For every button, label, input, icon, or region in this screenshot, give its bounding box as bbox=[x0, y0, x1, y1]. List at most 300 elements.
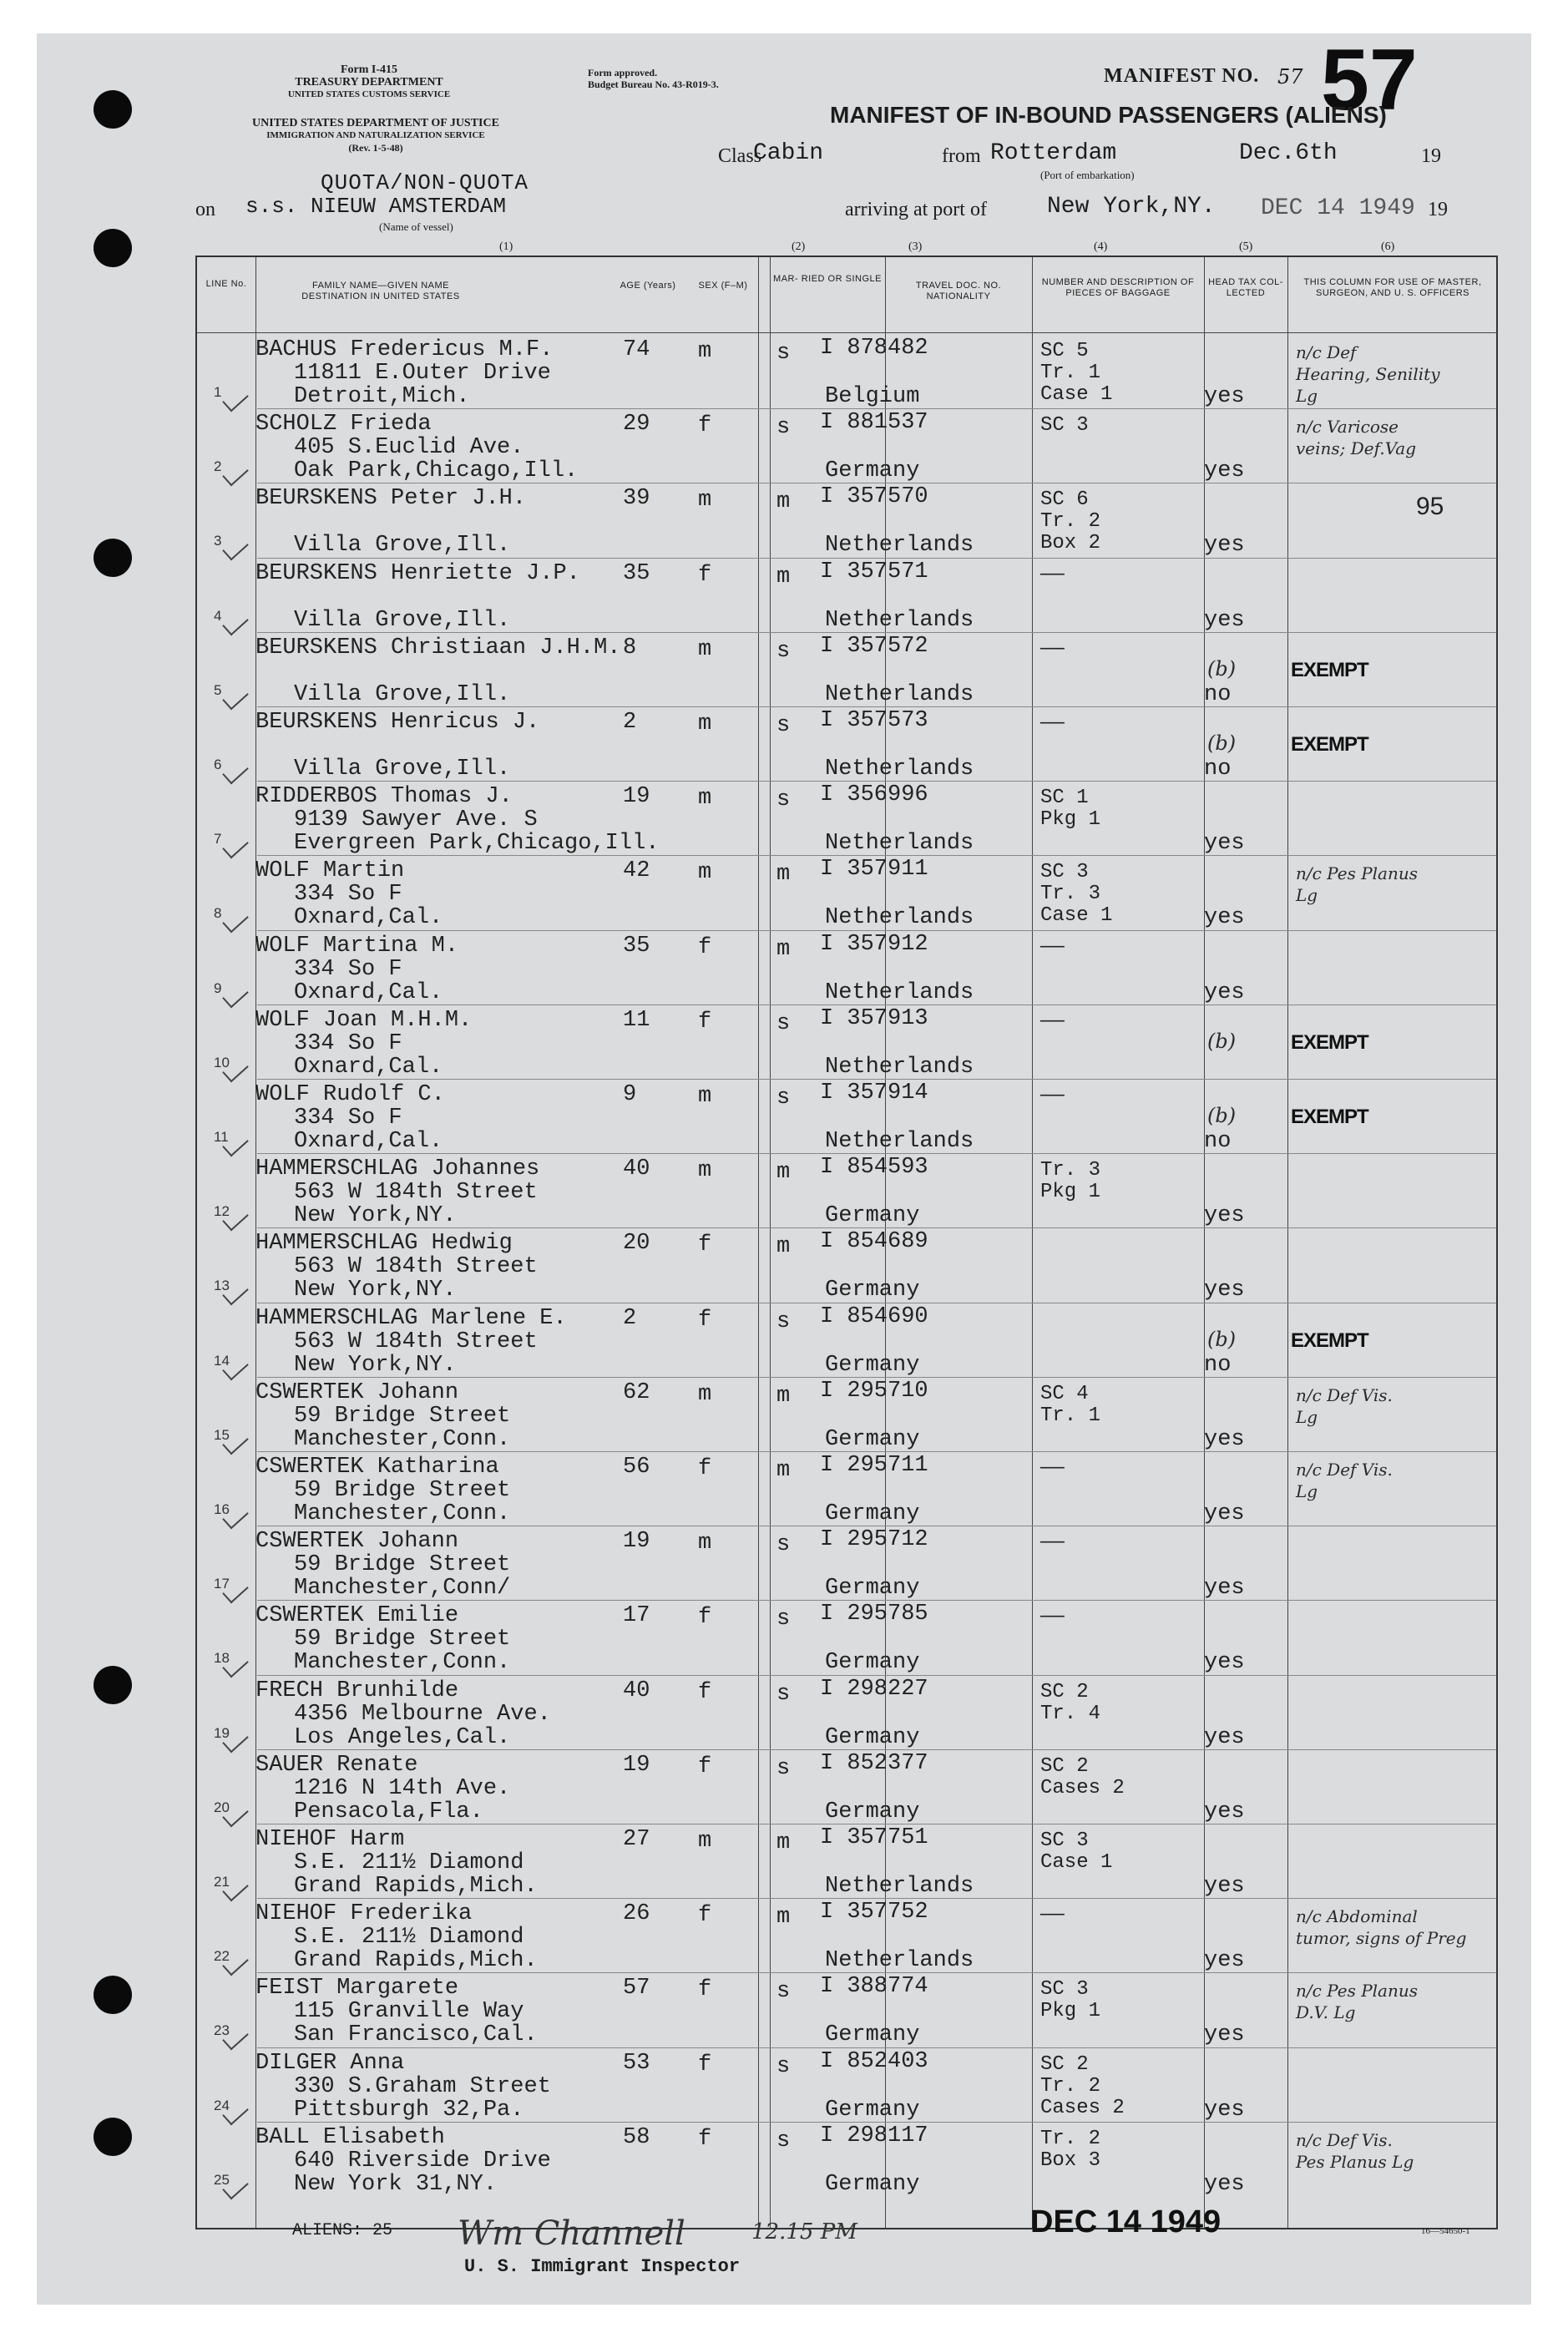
passenger-address: 11811 E.Outer Drive bbox=[294, 361, 551, 386]
check-mark bbox=[222, 610, 249, 635]
passenger-address: S.E. 211½ Diamond bbox=[294, 1925, 524, 1951]
hdr-family-name: FAMILY NAME—GIVEN NAME bbox=[311, 281, 449, 291]
head-tax: yes bbox=[1204, 384, 1245, 409]
nationality: Netherlands bbox=[825, 533, 974, 559]
arrival-port: New York,NY. bbox=[1047, 194, 1216, 220]
form-code: 16—54650-1 bbox=[1421, 2226, 1470, 2236]
line-number: 13 bbox=[214, 1278, 230, 1294]
passenger-sex: m bbox=[698, 1381, 712, 1407]
baggage-item: Pkg 1 bbox=[1040, 808, 1101, 832]
row-divider bbox=[257, 2047, 1496, 2048]
passenger-age: 39 bbox=[623, 486, 650, 512]
year-prefix: 19 bbox=[1421, 145, 1441, 167]
passenger-address: Evergreen Park,Chicago,Ill. bbox=[294, 831, 660, 857]
row-divider bbox=[257, 1972, 1496, 1973]
line-number: 23 bbox=[214, 2022, 230, 2039]
row-divider bbox=[257, 408, 1496, 409]
check-mark bbox=[222, 535, 249, 561]
baggage-item: —— bbox=[1040, 1904, 1065, 1927]
passenger-name: CSWERTEK Katharina bbox=[255, 1455, 499, 1480]
baggage-item: Pkg 1 bbox=[1040, 1181, 1101, 1204]
passenger-address: 9139 Sawyer Ave. S bbox=[294, 807, 538, 833]
officer-note: Lg bbox=[1296, 1406, 1318, 1427]
passenger-address: 59 Bridge Street bbox=[294, 1627, 511, 1652]
nationality: Netherlands bbox=[825, 1874, 974, 1899]
passenger-sex: m bbox=[698, 860, 712, 886]
passenger-age: 56 bbox=[623, 1455, 650, 1480]
check-mark bbox=[222, 759, 249, 785]
baggage-item: Box 2 bbox=[1040, 532, 1101, 555]
passenger-address: 563 W 184th Street bbox=[294, 1254, 538, 1280]
exempt-stamp: EXEMPT bbox=[1291, 658, 1368, 681]
passenger-sex: f bbox=[698, 1903, 712, 1929]
hdr-head-tax: HEAD TAX COL- LECTED bbox=[1208, 277, 1283, 298]
hdr-baggage: NUMBER AND DESCRIPTION OF PIECES OF BAGGAGE bbox=[1041, 277, 1195, 298]
passenger-name: CSWERTEK Johann bbox=[255, 1529, 459, 1555]
line-number: 21 bbox=[214, 1874, 230, 1890]
hdr-travel-doc-no: TRAVEL DOC. NO. bbox=[915, 281, 1002, 291]
marital-status: m bbox=[776, 489, 791, 515]
punch-hole bbox=[94, 539, 132, 577]
passenger-age: 40 bbox=[623, 1156, 650, 1182]
baggage-item: —— bbox=[1040, 1457, 1065, 1480]
passenger-address: New York 31,NY. bbox=[294, 2171, 498, 2197]
nationality: Germany bbox=[825, 1799, 920, 1824]
officer-number: 95 bbox=[1416, 493, 1444, 521]
nationality: Germany bbox=[825, 1426, 920, 1452]
quota-label: QUOTA/NON-QUOTA bbox=[321, 170, 529, 195]
col-num-2: (2) bbox=[792, 240, 806, 253]
manifest-table bbox=[195, 256, 1498, 2229]
head-tax: yes bbox=[1204, 1203, 1245, 1229]
passenger-address: 115 Granville Way bbox=[294, 1999, 524, 2025]
travel-doc-no: I 854689 bbox=[820, 1229, 928, 1255]
passenger-age: 19 bbox=[623, 1752, 650, 1778]
passenger-address: 640 Riverside Drive bbox=[294, 2148, 551, 2174]
passenger-name: BEURSKENS Peter J.H. bbox=[255, 486, 527, 512]
travel-doc-no: I 357914 bbox=[820, 1080, 928, 1106]
row-divider bbox=[257, 632, 1496, 633]
row-divider bbox=[257, 1600, 1496, 1601]
inspector-signature: Wm Channell bbox=[458, 2214, 685, 2253]
justice-dept: UNITED STATES DEPARTMENT OF JUSTICE bbox=[252, 117, 499, 129]
passenger-sex: f bbox=[698, 1232, 712, 1258]
passenger-sex: f bbox=[698, 2126, 712, 2152]
passenger-age: 26 bbox=[623, 1901, 650, 1927]
line-number: 5 bbox=[214, 681, 222, 698]
passenger-age: 11 bbox=[623, 1007, 650, 1033]
nationality: Netherlands bbox=[825, 831, 974, 857]
nationality: Germany bbox=[825, 458, 920, 484]
travel-doc-no: I 357911 bbox=[820, 857, 928, 883]
exempt-stamp: EXEMPT bbox=[1291, 733, 1368, 756]
baggage-item: Cases 2 bbox=[1040, 2096, 1125, 2119]
head-tax: yes bbox=[1204, 1501, 1245, 1526]
passenger-address: 59 Bridge Street bbox=[294, 1403, 511, 1429]
ins-service: IMMIGRATION AND NATURALIZATION SERVICE bbox=[266, 130, 485, 140]
line-number: 10 bbox=[214, 1054, 230, 1070]
row-divider bbox=[257, 558, 1496, 559]
head-tax: yes bbox=[1204, 1426, 1245, 1452]
officer-note: n/c Def Vis. bbox=[1296, 2129, 1393, 2150]
row-divider bbox=[257, 706, 1496, 707]
head-tax-mark: (b) bbox=[1207, 1029, 1237, 1053]
travel-doc-no: I 357751 bbox=[820, 1825, 928, 1850]
aliens-count: ALIENS: 25 bbox=[292, 2221, 393, 2240]
passenger-address: Manchester,Conn/ bbox=[294, 1576, 511, 1602]
line-number: 4 bbox=[214, 607, 222, 624]
head-tax: yes bbox=[1204, 2097, 1245, 2123]
nationality: Germany bbox=[825, 1501, 920, 1526]
marital-status: s bbox=[776, 1607, 791, 1632]
passenger-address: Oxnard,Cal. bbox=[294, 905, 443, 931]
nationality: Netherlands bbox=[825, 1129, 974, 1154]
passenger-address: Manchester,Conn. bbox=[294, 1501, 511, 1526]
travel-doc-no: I 295711 bbox=[820, 1453, 928, 1478]
manifest-no-label: MANIFEST NO. bbox=[1104, 65, 1260, 87]
officer-note: veins; Def.Vag bbox=[1296, 438, 1417, 459]
exempt-stamp: EXEMPT bbox=[1291, 1030, 1368, 1054]
check-mark bbox=[222, 908, 249, 934]
officer-note: tumor, signs of Preg bbox=[1296, 1928, 1467, 1949]
passenger-sex: f bbox=[698, 1679, 712, 1705]
passenger-age: 9 bbox=[623, 1082, 637, 1107]
form-number: Form I-415 bbox=[340, 63, 398, 76]
vessel-name: s.s. NIEUW AMSTERDAM bbox=[245, 194, 507, 219]
row-divider bbox=[257, 1749, 1496, 1750]
passenger-address: Detroit,Mich. bbox=[294, 384, 470, 409]
line-number: 24 bbox=[214, 2097, 230, 2113]
marital-status: s bbox=[776, 1532, 791, 1558]
passenger-address: 563 W 184th Street bbox=[294, 1328, 538, 1354]
nationality: Netherlands bbox=[825, 1054, 974, 1080]
marital-status: m bbox=[776, 936, 791, 962]
head-tax: no bbox=[1204, 681, 1232, 707]
marital-status: m bbox=[776, 862, 791, 888]
nationality: Germany bbox=[825, 1203, 920, 1229]
head-tax: yes bbox=[1204, 2171, 1245, 2197]
travel-doc-no: I 357752 bbox=[820, 1900, 928, 1926]
check-mark bbox=[222, 387, 249, 412]
passenger-sex: f bbox=[698, 1456, 712, 1481]
line-number: 16 bbox=[214, 1501, 230, 1517]
passenger-name: CSWERTEK Johann bbox=[255, 1379, 459, 1405]
col-num-4: (4) bbox=[1094, 240, 1108, 253]
passenger-sex: f bbox=[698, 1977, 712, 2003]
passenger-address: 563 W 184th Street bbox=[294, 1180, 538, 1206]
passenger-address: Oxnard,Cal. bbox=[294, 1129, 443, 1154]
baggage-item: Tr. 3 bbox=[1040, 1159, 1101, 1182]
passenger-address: New York,NY. bbox=[294, 1352, 457, 1378]
passenger-sex: m bbox=[698, 1829, 712, 1854]
baggage-item: SC 1 bbox=[1040, 787, 1089, 810]
punch-hole bbox=[94, 1666, 132, 1704]
passenger-address: Pensacola,Fla. bbox=[294, 1799, 483, 1824]
marital-status: s bbox=[776, 713, 791, 738]
col-num-5: (5) bbox=[1239, 240, 1253, 253]
baggage-item: Case 1 bbox=[1040, 904, 1113, 928]
passenger-address: Manchester,Conn. bbox=[294, 1426, 511, 1452]
officer-note: Lg bbox=[1296, 386, 1318, 406]
baggage-item: —— bbox=[1040, 637, 1065, 660]
passenger-sex: m bbox=[698, 636, 712, 662]
year-prefix-2: 19 bbox=[1428, 199, 1448, 220]
marital-status: s bbox=[776, 1010, 791, 1036]
officer-note: n/c Abdominal bbox=[1296, 1906, 1418, 1927]
passenger-sex: f bbox=[698, 1307, 712, 1333]
travel-doc-no: I 357570 bbox=[820, 484, 928, 510]
passenger-age: 19 bbox=[623, 784, 650, 810]
exempt-stamp: EXEMPT bbox=[1291, 1106, 1368, 1128]
nationality: Netherlands bbox=[825, 1948, 974, 1974]
budget-bureau: Budget Bureau No. 43-R019-3. bbox=[588, 78, 719, 90]
hdr-travel-doc bbox=[885, 281, 1032, 302]
marital-status: m bbox=[776, 1905, 791, 1931]
officer-note: n/c Def Vis. bbox=[1296, 1384, 1393, 1405]
marital-status: m bbox=[776, 1160, 791, 1186]
passenger-age: 40 bbox=[623, 1678, 650, 1703]
baggage-item: —— bbox=[1040, 1606, 1065, 1629]
arriving-label: arriving at port of bbox=[845, 199, 987, 220]
treasury-dept: TREASURY DEPARTMENT bbox=[295, 76, 443, 89]
passenger-address: Los Angeles,Cal. bbox=[294, 1724, 511, 1750]
line-number: 2 bbox=[214, 458, 222, 475]
head-tax: yes bbox=[1204, 533, 1245, 559]
head-tax: no bbox=[1204, 1129, 1232, 1154]
line-number: 14 bbox=[214, 1352, 230, 1369]
passenger-address: 334 So F bbox=[294, 956, 402, 982]
nationality: Netherlands bbox=[825, 905, 974, 931]
baggage-item: —— bbox=[1040, 1531, 1065, 1555]
passenger-sex: f bbox=[698, 1605, 712, 1631]
nationality: Germany bbox=[825, 2171, 920, 2197]
head-tax: yes bbox=[1204, 458, 1245, 484]
head-tax: no bbox=[1204, 757, 1232, 782]
passenger-address: Villa Grove,Ill. bbox=[294, 533, 511, 559]
passenger-address: San Francisco,Cal. bbox=[294, 2022, 538, 2048]
marital-status: s bbox=[776, 415, 791, 441]
passenger-address: 4356 Melbourne Ave. bbox=[294, 1701, 551, 1727]
hdr-nationality: NATIONALITY bbox=[926, 291, 991, 301]
nationality: Germany bbox=[825, 1576, 920, 1602]
hdr-officers: THIS COLUMN FOR USE OF MASTER, SURGEON, AND U. S. OFFICERS bbox=[1303, 277, 1482, 298]
passenger-address: 330 S.Graham Street bbox=[294, 2073, 551, 2099]
officer-note: n/c Pes Planus bbox=[1296, 1981, 1418, 2002]
passenger-address: Manchester,Conn. bbox=[294, 1650, 511, 1676]
passenger-name: BEURSKENS Henriette J.P. bbox=[255, 560, 580, 586]
baggage-item: SC 5 bbox=[1040, 340, 1089, 362]
passenger-age: 35 bbox=[623, 933, 650, 959]
passenger-sex: f bbox=[698, 413, 712, 439]
passenger-sex: m bbox=[698, 711, 712, 736]
line-number: 25 bbox=[214, 2171, 230, 2188]
arrival-date-stamp: DEC 14 1949 bbox=[1261, 195, 1415, 221]
passenger-sex: m bbox=[698, 1531, 712, 1556]
passenger-age: 57 bbox=[623, 1976, 650, 2002]
travel-doc-no: I 357571 bbox=[820, 559, 928, 585]
travel-doc-no: I 298227 bbox=[820, 1676, 928, 1702]
passenger-address: 334 So F bbox=[294, 1106, 402, 1131]
passenger-name: HAMMERSCHLAG Marlene E. bbox=[255, 1305, 567, 1331]
passenger-address: S.E. 211½ Diamond bbox=[294, 1850, 524, 1875]
line-number: 11 bbox=[214, 1129, 229, 1145]
passenger-sex: m bbox=[698, 1158, 712, 1184]
sailing-date: Dec.6th bbox=[1239, 140, 1338, 166]
head-tax-mark: (b) bbox=[1207, 1104, 1237, 1127]
passenger-age: 27 bbox=[623, 1827, 650, 1852]
head-tax-mark: (b) bbox=[1207, 731, 1237, 755]
passenger-name: HAMMERSCHLAG Hedwig bbox=[255, 1231, 513, 1257]
check-mark bbox=[222, 982, 249, 1008]
row-divider bbox=[257, 1451, 1496, 1452]
baggage-item: SC 3 bbox=[1040, 1830, 1089, 1852]
hdr-line-no: LINE No. bbox=[205, 279, 247, 289]
passenger-sex: f bbox=[698, 1009, 712, 1035]
passenger-address: 334 So F bbox=[294, 882, 402, 908]
check-mark bbox=[222, 461, 249, 487]
passenger-sex: f bbox=[698, 2052, 712, 2077]
travel-doc-no: I 356996 bbox=[820, 782, 928, 808]
nationality: Germany bbox=[825, 2022, 920, 2048]
from-value: Rotterdam bbox=[990, 140, 1117, 166]
travel-doc-no: I 854690 bbox=[820, 1303, 928, 1329]
class-label: Class bbox=[718, 145, 762, 167]
manifest-no-typed: 57 bbox=[1277, 65, 1303, 89]
passenger-name: FEIST Margarete bbox=[255, 1976, 459, 2002]
marital-status: m bbox=[776, 1458, 791, 1483]
officer-note: n/c Def bbox=[1296, 342, 1357, 362]
line-number: 20 bbox=[214, 1799, 230, 1815]
line-number: 12 bbox=[214, 1203, 230, 1220]
officer-note: Pes Planus Lg bbox=[1296, 2151, 1414, 2172]
nationality: Netherlands bbox=[825, 979, 974, 1005]
baggage-item: —— bbox=[1040, 563, 1065, 586]
marital-status: m bbox=[776, 1383, 791, 1409]
baggage-item: —— bbox=[1040, 935, 1065, 959]
officer-note: n/c Def Vis. bbox=[1296, 1460, 1393, 1480]
nationality: Netherlands bbox=[825, 681, 974, 707]
travel-doc-no: I 298117 bbox=[820, 2123, 928, 2148]
head-tax-mark: (b) bbox=[1207, 656, 1237, 681]
officer-note: D.V. Lg bbox=[1296, 2002, 1356, 2023]
passenger-name: NIEHOF Frederika bbox=[255, 1901, 473, 1927]
head-tax: no bbox=[1204, 1352, 1232, 1378]
vessel-label: (Name of vessel) bbox=[379, 220, 453, 233]
travel-doc-no: I 295785 bbox=[820, 1602, 928, 1627]
nationality: Belgium bbox=[825, 384, 920, 409]
col-num-1: (1) bbox=[499, 240, 513, 253]
marital-status: s bbox=[776, 2053, 791, 2079]
passenger-name: SAUER Renate bbox=[255, 1752, 418, 1778]
passenger-age: 8 bbox=[623, 635, 637, 660]
passenger-address: Villa Grove,Ill. bbox=[294, 757, 511, 782]
passenger-name: FRECH Brunhilde bbox=[255, 1678, 459, 1703]
baggage-item: SC 2 bbox=[1040, 2052, 1089, 2076]
baggage-item: Tr. 2 bbox=[1040, 2127, 1101, 2150]
travel-doc-no: I 852403 bbox=[820, 2048, 928, 2074]
class-value: Cabin bbox=[753, 140, 824, 166]
passenger-address: Oxnard,Cal. bbox=[294, 979, 443, 1005]
punch-hole bbox=[94, 1976, 132, 2014]
signature-time: 12.15 PM bbox=[751, 2219, 857, 2244]
officer-note: Lg bbox=[1296, 1481, 1318, 1501]
passenger-name: BALL Elisabeth bbox=[255, 2124, 445, 2150]
passenger-name: BEURSKENS Henricus J. bbox=[255, 710, 540, 735]
punch-hole bbox=[94, 2118, 132, 2156]
row-divider bbox=[257, 1675, 1496, 1676]
passenger-address: New York,NY. bbox=[294, 1278, 457, 1303]
passenger-address: New York,NY. bbox=[294, 1203, 457, 1229]
head-tax: yes bbox=[1204, 1278, 1245, 1303]
travel-doc-no: I 852377 bbox=[820, 1750, 928, 1776]
passenger-age: 42 bbox=[623, 858, 650, 884]
marital-status: s bbox=[776, 341, 791, 366]
form-id-block bbox=[219, 63, 519, 101]
marital-status: m bbox=[776, 1234, 791, 1260]
passenger-address: Grand Rapids,Mich. bbox=[294, 1948, 538, 1974]
passenger-name: WOLF Martin bbox=[255, 858, 405, 884]
passenger-age: 20 bbox=[623, 1231, 650, 1257]
col-num-6: (6) bbox=[1381, 240, 1395, 253]
passenger-age: 35 bbox=[623, 560, 650, 586]
travel-doc-no: I 881537 bbox=[820, 410, 928, 436]
head-tax: yes bbox=[1204, 1948, 1245, 1974]
hdr-sex: SEX (F–M) bbox=[698, 281, 748, 291]
baggage-item: Tr. 1 bbox=[1040, 1404, 1101, 1427]
head-tax-mark: (b) bbox=[1207, 1327, 1237, 1351]
travel-doc-no: I 295710 bbox=[820, 1378, 928, 1404]
officer-note: n/c Varicose bbox=[1296, 417, 1399, 438]
travel-doc-no: I 295712 bbox=[820, 1527, 928, 1553]
manifest-no-stamp: 57 bbox=[1321, 32, 1418, 129]
passenger-sex: f bbox=[698, 562, 712, 588]
exempt-stamp: EXEMPT bbox=[1291, 1328, 1368, 1352]
passenger-address: 334 So F bbox=[294, 1030, 402, 1056]
head-tax: yes bbox=[1204, 607, 1245, 633]
baggage-item: —— bbox=[1040, 712, 1065, 735]
passenger-address: 405 S.Euclid Ave. bbox=[294, 435, 524, 461]
passenger-sex: f bbox=[698, 934, 712, 960]
punch-hole bbox=[94, 229, 132, 267]
passenger-age: 2 bbox=[623, 1305, 637, 1331]
nationality: Germany bbox=[825, 1724, 920, 1750]
passenger-name: NIEHOF Harm bbox=[255, 1827, 405, 1852]
passenger-age: 58 bbox=[623, 2124, 650, 2150]
baggage-item: —— bbox=[1040, 1085, 1065, 1107]
marital-status: s bbox=[776, 1086, 791, 1111]
head-tax: yes bbox=[1204, 831, 1245, 857]
manifest-title: MANIFEST OF IN-BOUND PASSENGERS (ALIENS) bbox=[830, 102, 1387, 128]
travel-doc-no: I 357913 bbox=[820, 1005, 928, 1031]
line-number: 15 bbox=[214, 1426, 230, 1443]
col-num-3: (3) bbox=[908, 240, 923, 253]
marital-status: s bbox=[776, 1755, 791, 1781]
marital-status: s bbox=[776, 1308, 791, 1334]
passenger-sex: m bbox=[698, 786, 712, 812]
travel-doc-no: I 357572 bbox=[820, 633, 928, 659]
justice-block bbox=[187, 117, 564, 154]
marital-status: s bbox=[776, 638, 791, 664]
passenger-sex: m bbox=[698, 488, 712, 514]
line-number: 3 bbox=[214, 533, 222, 549]
row-divider bbox=[257, 1227, 1496, 1228]
line-number: 7 bbox=[214, 831, 222, 848]
hdr-destination: DESTINATION IN UNITED STATES bbox=[301, 291, 460, 301]
passenger-name: SCHOLZ Frieda bbox=[255, 412, 432, 438]
passenger-address: Oak Park,Chicago,Ill. bbox=[294, 458, 579, 484]
row-divider bbox=[257, 1898, 1496, 1899]
officer-note: Hearing, Senility bbox=[1296, 364, 1440, 384]
